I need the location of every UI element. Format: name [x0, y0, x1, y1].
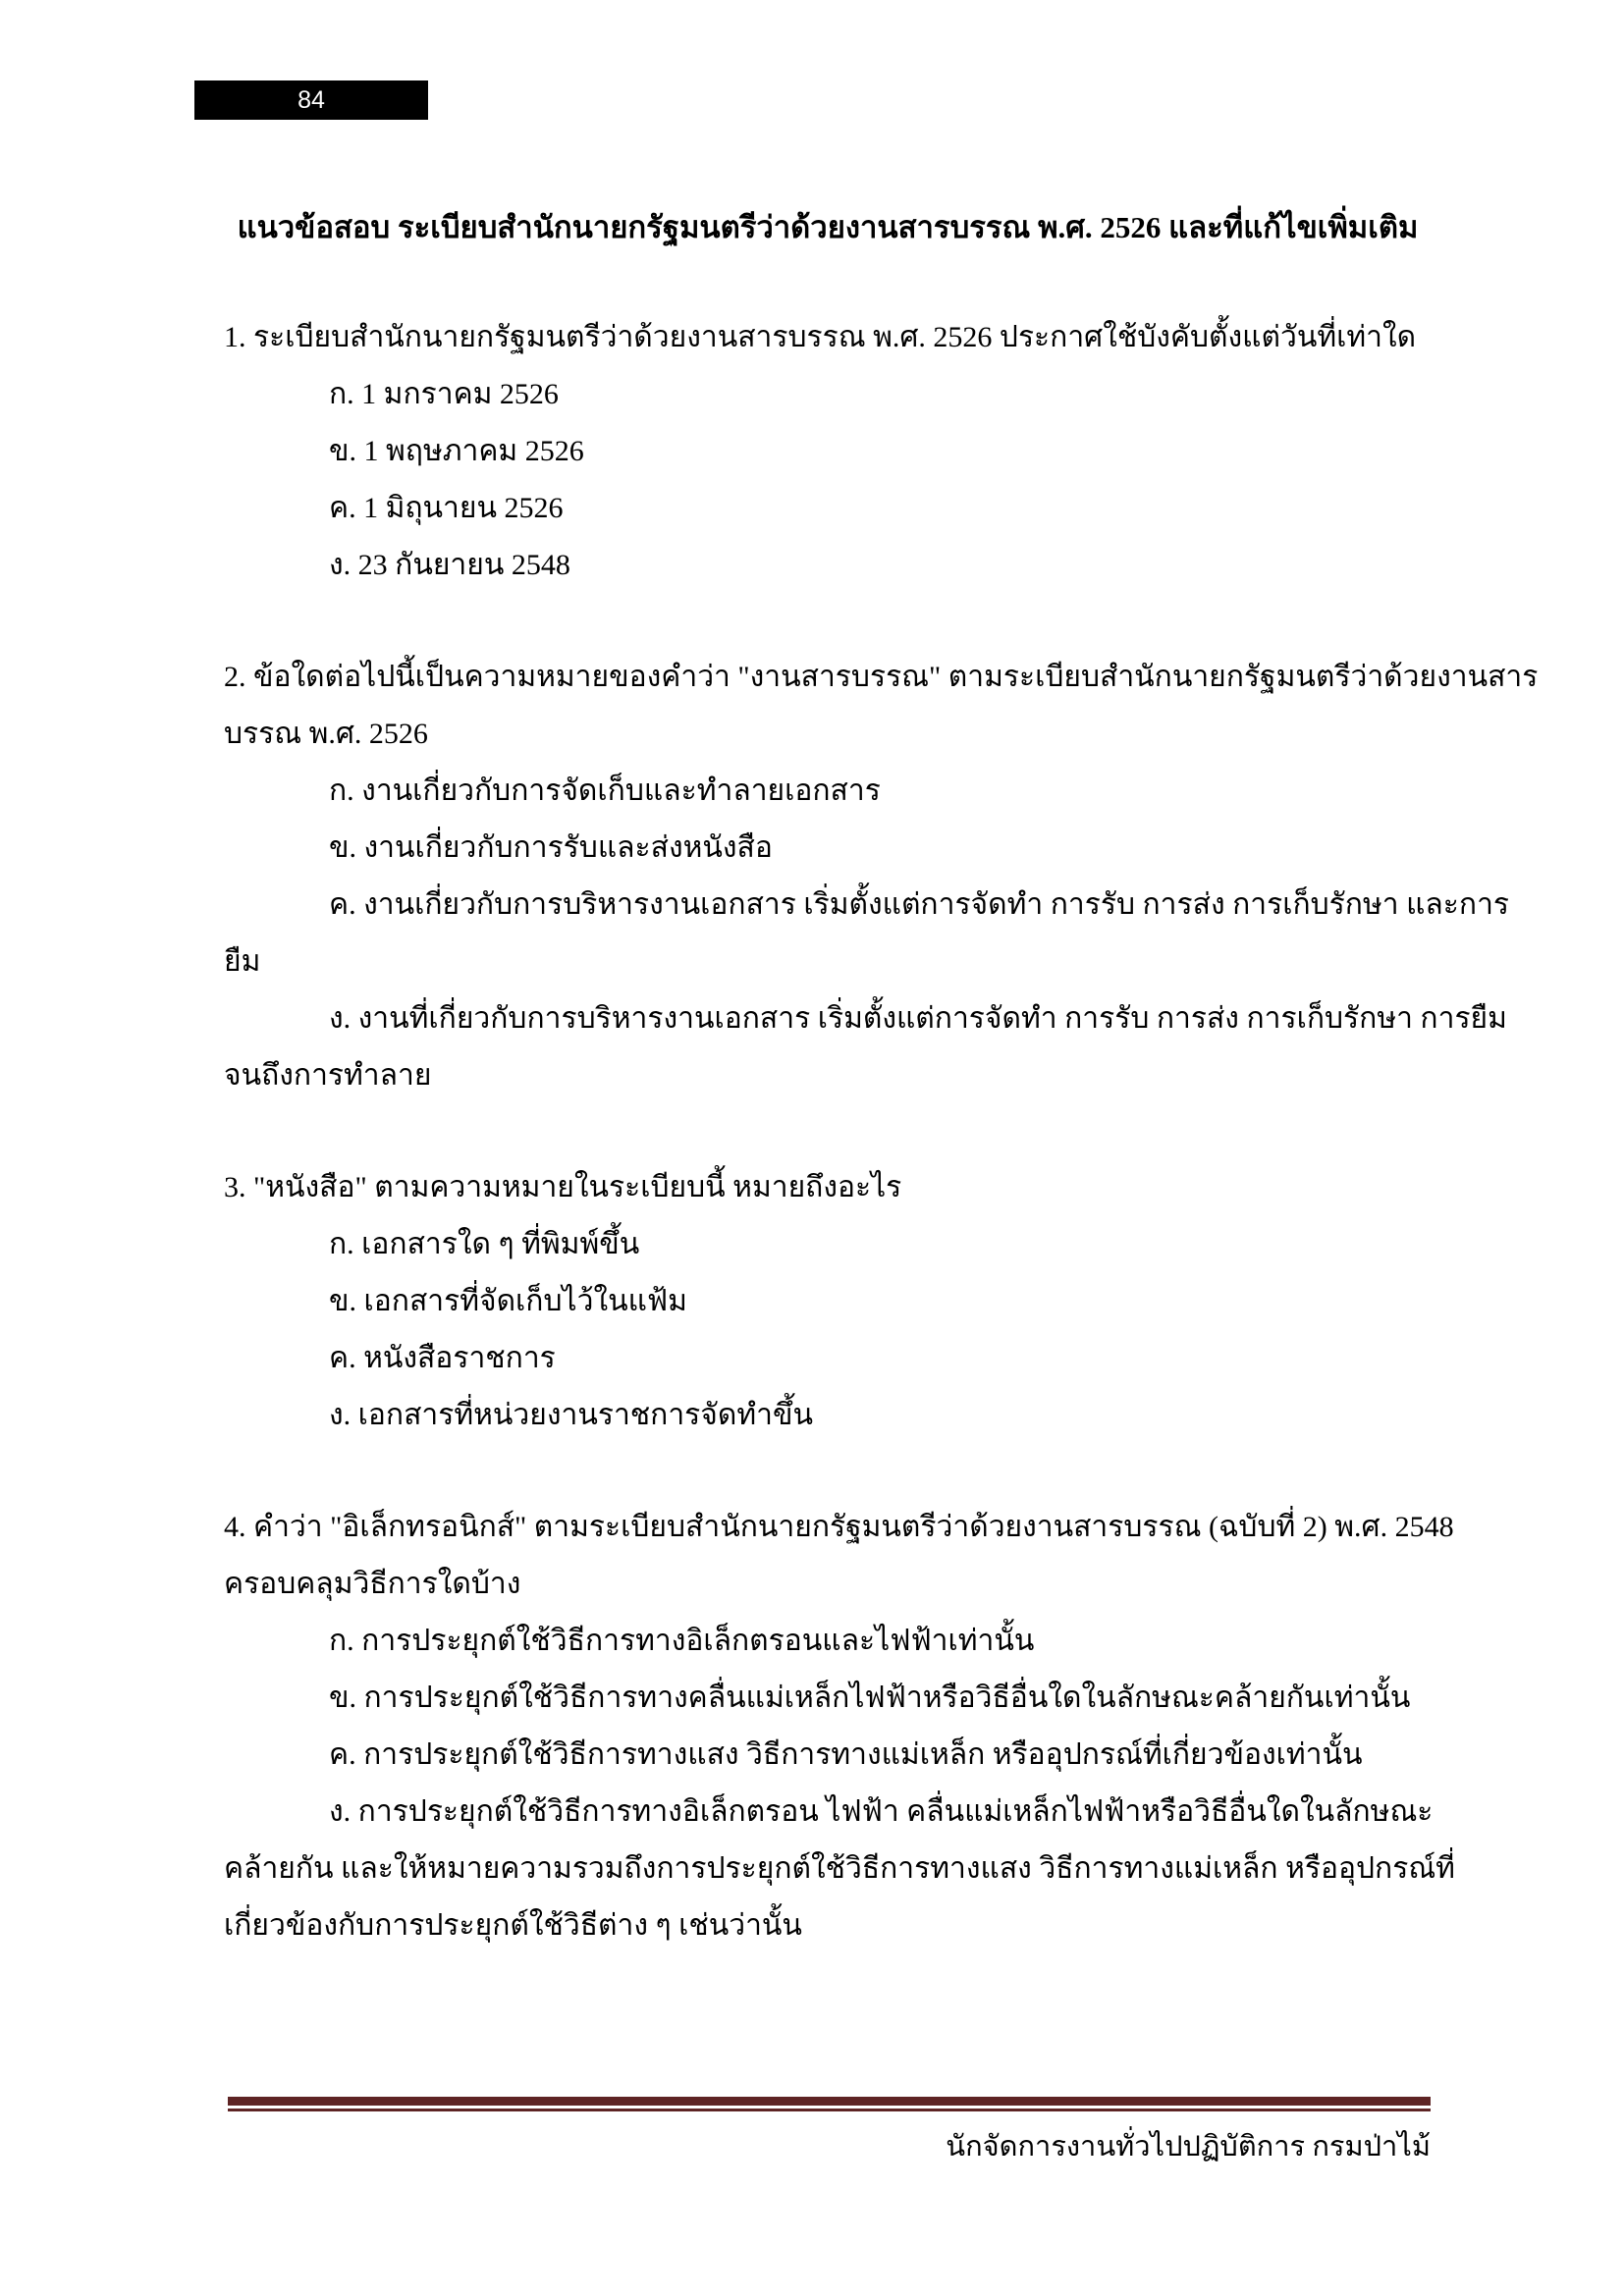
option-a: ก. งานเกี่ยวกับการจัดเก็บและทำลายเอกสาร [329, 774, 881, 807]
footer-rule-thick [228, 2097, 1431, 2106]
option-d: ง. งานที่เกี่ยวกับการบริหารงานเอกสาร เริ่มตั้งแต่การจัดทำ การรับ การส่ง การเก็บรักษา การยืม [329, 1002, 1507, 1035]
option-b: ข. การประยุกต์ใช้วิธีการทางคลื่นแม่เหล็กไฟฟ้าหรือวิธีอื่นใดในลักษณะคล้ายกันเท่านั้น [329, 1682, 1411, 1714]
option-c: ค. งานเกี่ยวกับการบริหารงานเอกสาร เริ่มตั้งแต่การจัดทำ การรับ การส่ง การเก็บรักษา และการ [329, 888, 1510, 921]
page-number-banner [194, 80, 428, 120]
question-text-cont: ครอบคลุมวิธีการใดบ้าง [224, 1568, 521, 1600]
option-d: ง. การประยุกต์ใช้วิธีการทางอิเล็กตรอน ไฟฟ้า คลื่นแม่เหล็กไฟฟ้าหรือวิธีอื่นใดในลักษณะ [329, 1795, 1434, 1828]
block-spacer [224, 594, 1432, 649]
question-text: 1. ระเบียบสำนักนายกรัฐมนตรีว่าด้วยงานสารบรรณ พ.ศ. 2526 ประกาศใช้บังคับตั้งแต่วันที่เท่าใด [224, 321, 1417, 353]
option-b: ข. เอกสารที่จัดเก็บไว้ในแฟ้ม [329, 1285, 687, 1317]
option-d-cont-2: เกี่ยวข้องกับการประยุกต์ใช้วิธีต่าง ๆ เช่นว่านั้น [224, 1909, 802, 1942]
question-text: 2. ข้อใดต่อไปนี้เป็นความหมายของคำว่า "งานสารบรรณ" ตามระเบียบสำนักนายกรัฐมนตรีว่าด้วยงานสาร [224, 661, 1539, 693]
footer-rule-thin [228, 2109, 1431, 2111]
block-spacer [224, 1444, 1432, 1499]
option-c: ค. 1 มิถุนายน 2526 [329, 492, 564, 524]
footer-text: นักจัดการงานทั่วไปปฏิบัติการ กรมป่าไม้ [946, 2131, 1431, 2163]
page-number: 84 [298, 86, 325, 114]
option-a: ก. การประยุกต์ใช้วิธีการทางอิเล็กตรอนและไฟฟ้าเท่านั้น [329, 1625, 1035, 1657]
question-block-2 [224, 649, 1539, 1104]
option-b: ข. 1 พฤษภาคม 2526 [329, 435, 584, 467]
option-d-cont: จนถึงการทำลาย [224, 1059, 432, 1092]
question-block-1 [224, 309, 1432, 594]
block-spacer [224, 1104, 1432, 1159]
question-text: 3. "หนังสือ" ตามความหมายในระเบียบนี้ หมายถึงอะไร [224, 1171, 902, 1203]
option-b: ข. งานเกี่ยวกับการรับและส่งหนังสือ [329, 831, 773, 864]
option-a: ก. 1 มกราคม 2526 [329, 378, 559, 410]
page-title: แนวข้อสอบ ระเบียบสำนักนายกรัฐมนตรีว่าด้วยงานสารบรรณ พ.ศ. 2526 และที่แก้ไขเพิ่มเติม [237, 210, 1419, 244]
question-text: 4. คำว่า "อิเล็กทรอนิกส์" ตามระเบียบสำนักนายกรัฐมนตรีว่าด้วยงานสารบรรณ (ฉบับที่ 2) พ.ศ. 2548 [224, 1511, 1454, 1543]
question-text-cont: บรรณ พ.ศ. 2526 [224, 718, 428, 750]
question-list [224, 309, 1539, 1954]
option-d-cont: คล้ายกัน และให้หมายความรวมถึงการประยุกต์ใช้วิธีการทางแสง วิธีการทางแม่เหล็ก หรืออุปกรณ์ที่ [224, 1852, 1455, 1885]
option-d: ง. เอกสารที่หน่วยงานราชการจัดทำขึ้น [329, 1399, 813, 1431]
question-block-4 [224, 1499, 1455, 1954]
option-d: ง. 23 กันยายน 2548 [329, 549, 570, 581]
option-c: ค. หนังสือราชการ [329, 1342, 556, 1374]
option-a: ก. เอกสารใด ๆ ที่พิมพ์ขึ้น [329, 1228, 640, 1260]
option-c-cont: ยืม [224, 945, 261, 978]
option-c: ค. การประยุกต์ใช้วิธีการทางแสง วิธีการทางแม่เหล็ก หรืออุปกรณ์ที่เกี่ยวข้องเท่านั้น [329, 1738, 1363, 1771]
question-block-3 [224, 1159, 1432, 1444]
